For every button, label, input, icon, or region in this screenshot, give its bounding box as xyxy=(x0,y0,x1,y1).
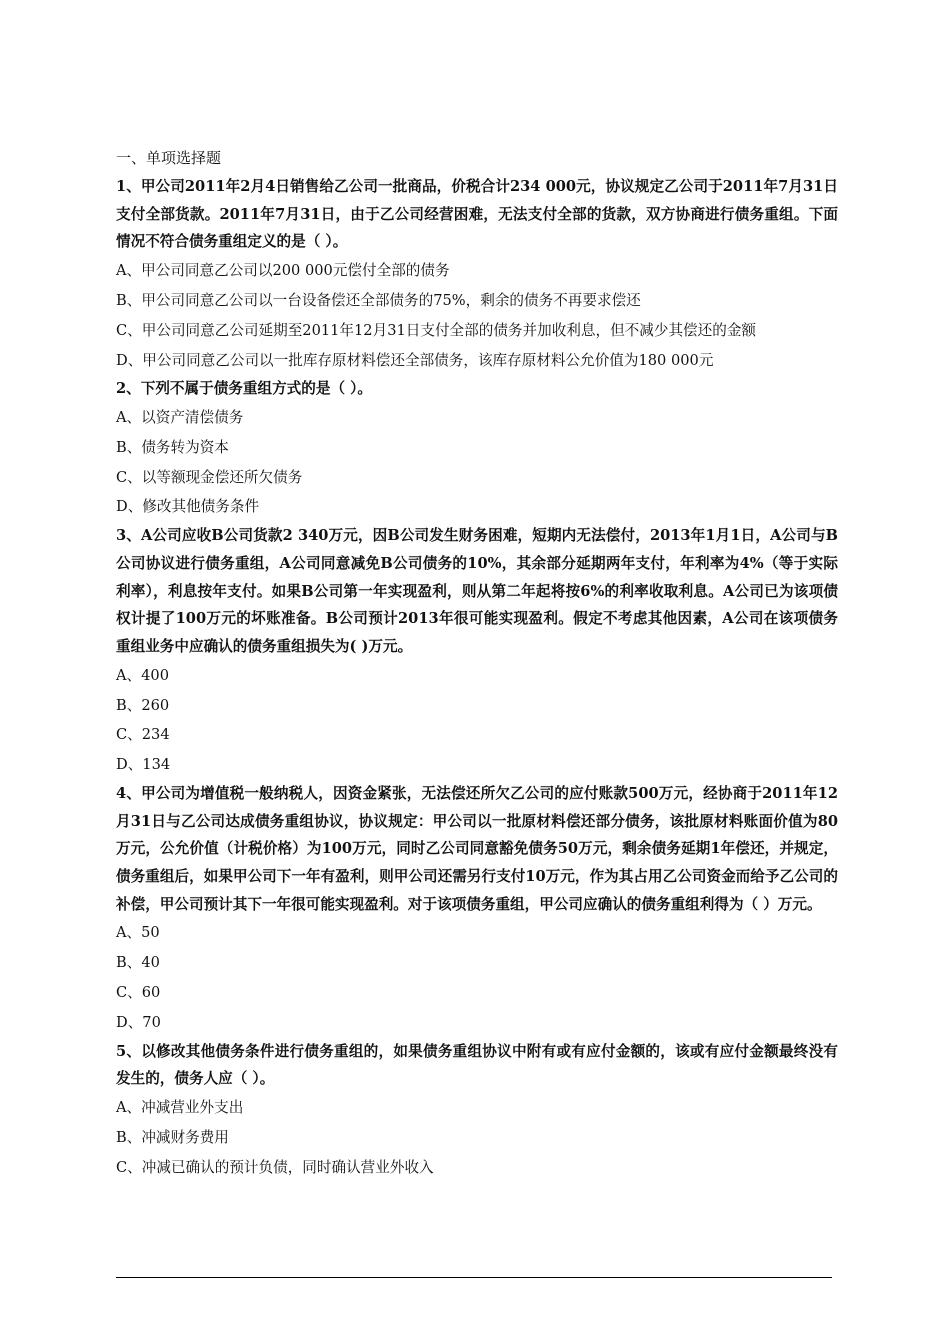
question-3-option-b: B、260 xyxy=(116,696,170,714)
question-4-stem: 4、甲公司为增值税一般纳税人，因资金紧张，无法偿还所欠乙公司的应付账款500万元，经协商于2011年12月31日与乙公司达成债务重组协议，协议规定：甲公司以一批原材料偿还部分债务，该批原材料账面价值为80万元，公允价值（计税价格）为100万元，同时乙公司同意豁免债务50万元，剩余债务延期1年偿还，并规定，债务重组后，如果甲公司下一年有盈利，则甲公司还需另行支付10万元，作为其占用乙公司资金而给予乙公司的补偿，甲公司预计其下一年很可能实现盈利。对于该项债务重组，甲公司应确认的债务重组利得为（ ）万元。 xyxy=(116,784,838,913)
question-5-option-a: A、冲减营业外支出 xyxy=(116,1099,244,1116)
question-1-option-a: A、甲公司同意乙公司以200 000元偿付全部的债务 xyxy=(116,262,450,280)
question-4-option-b: B、40 xyxy=(116,954,160,972)
question-5-stem: 5、以修改其他债务条件进行债务重组的，如果债务重组协议中附有或有应付金额的，该或有应付金额最终没有发生的，债务人应（ ）。 xyxy=(116,1042,838,1088)
section-title: 一、单项选择题 xyxy=(116,149,222,167)
page-content xyxy=(116,146,838,1182)
question-4-option-d: D、70 xyxy=(116,1013,161,1031)
question-1-option-c: C、甲公司同意乙公司延期至2011年12月31日支付全部的债务并加收利息，但不减少其偿还的金额 xyxy=(116,321,757,339)
footer-divider xyxy=(116,1277,832,1278)
question-3-option-d: D、134 xyxy=(116,756,171,774)
question-3-stem: 3、A公司应收B公司货款2 340万元，因B公司发生财务困难，短期内无法偿付，2013年1月1日，A公司与B公司协议进行债务重组，A公司同意减免B公司债务的10%，其余部分延期两年支付，年利率为4%（等于实际利率），利息按年支付。如果B公司第一年实现盈利，则从第二年起将按6%的利率收取利息。A公司已为该项债权计提了100万元的坏账准备。B公司预计2013年很可能实现盈利。假定不考虑其他因素，A公司在该项债务重组业务中应确认的债务重组损失为( )万元。 xyxy=(116,527,838,655)
question-5-option-b: B、冲减财务费用 xyxy=(116,1128,229,1146)
question-5-option-c: C、冲减已确认的预计负债，同时确认营业外收入 xyxy=(116,1158,434,1176)
question-3-option-a: A、400 xyxy=(116,666,169,684)
question-2-option-d: D、修改其他债务条件 xyxy=(116,498,260,516)
question-2-option-b: B、债务转为资本 xyxy=(116,438,229,456)
question-2-option-a: A、以资产清偿债务 xyxy=(116,409,244,426)
question-4-option-a: A、50 xyxy=(116,924,160,942)
question-2-stem: 2、下列不属于债务重组方式的是（ ）。 xyxy=(116,380,373,398)
question-1-option-b: B、甲公司同意乙公司以一台设备偿还全部债务的75%，剩余的债务不再要求偿还 xyxy=(116,291,641,309)
question-3-option-c: C、234 xyxy=(116,726,170,744)
question-1-stem: 1、甲公司2011年2月4日销售给乙公司一批商品，价税合计234 000元，协议规定乙公司于2011年7月31日支付全部货款。2011年7月31日，由于乙公司经营困难，无法支付全部的货款，双方协商进行债务重组。下面情况不符合债务重组定义的是（ ）。 xyxy=(116,178,838,251)
question-4-option-c: C、60 xyxy=(116,984,161,1001)
question-2-option-c: C、以等额现金偿还所欠债务 xyxy=(116,468,303,486)
question-1-option-d: D、甲公司同意乙公司以一批库存原材料偿还全部债务，该库存原材料公允价值为180 000元 xyxy=(116,351,714,369)
